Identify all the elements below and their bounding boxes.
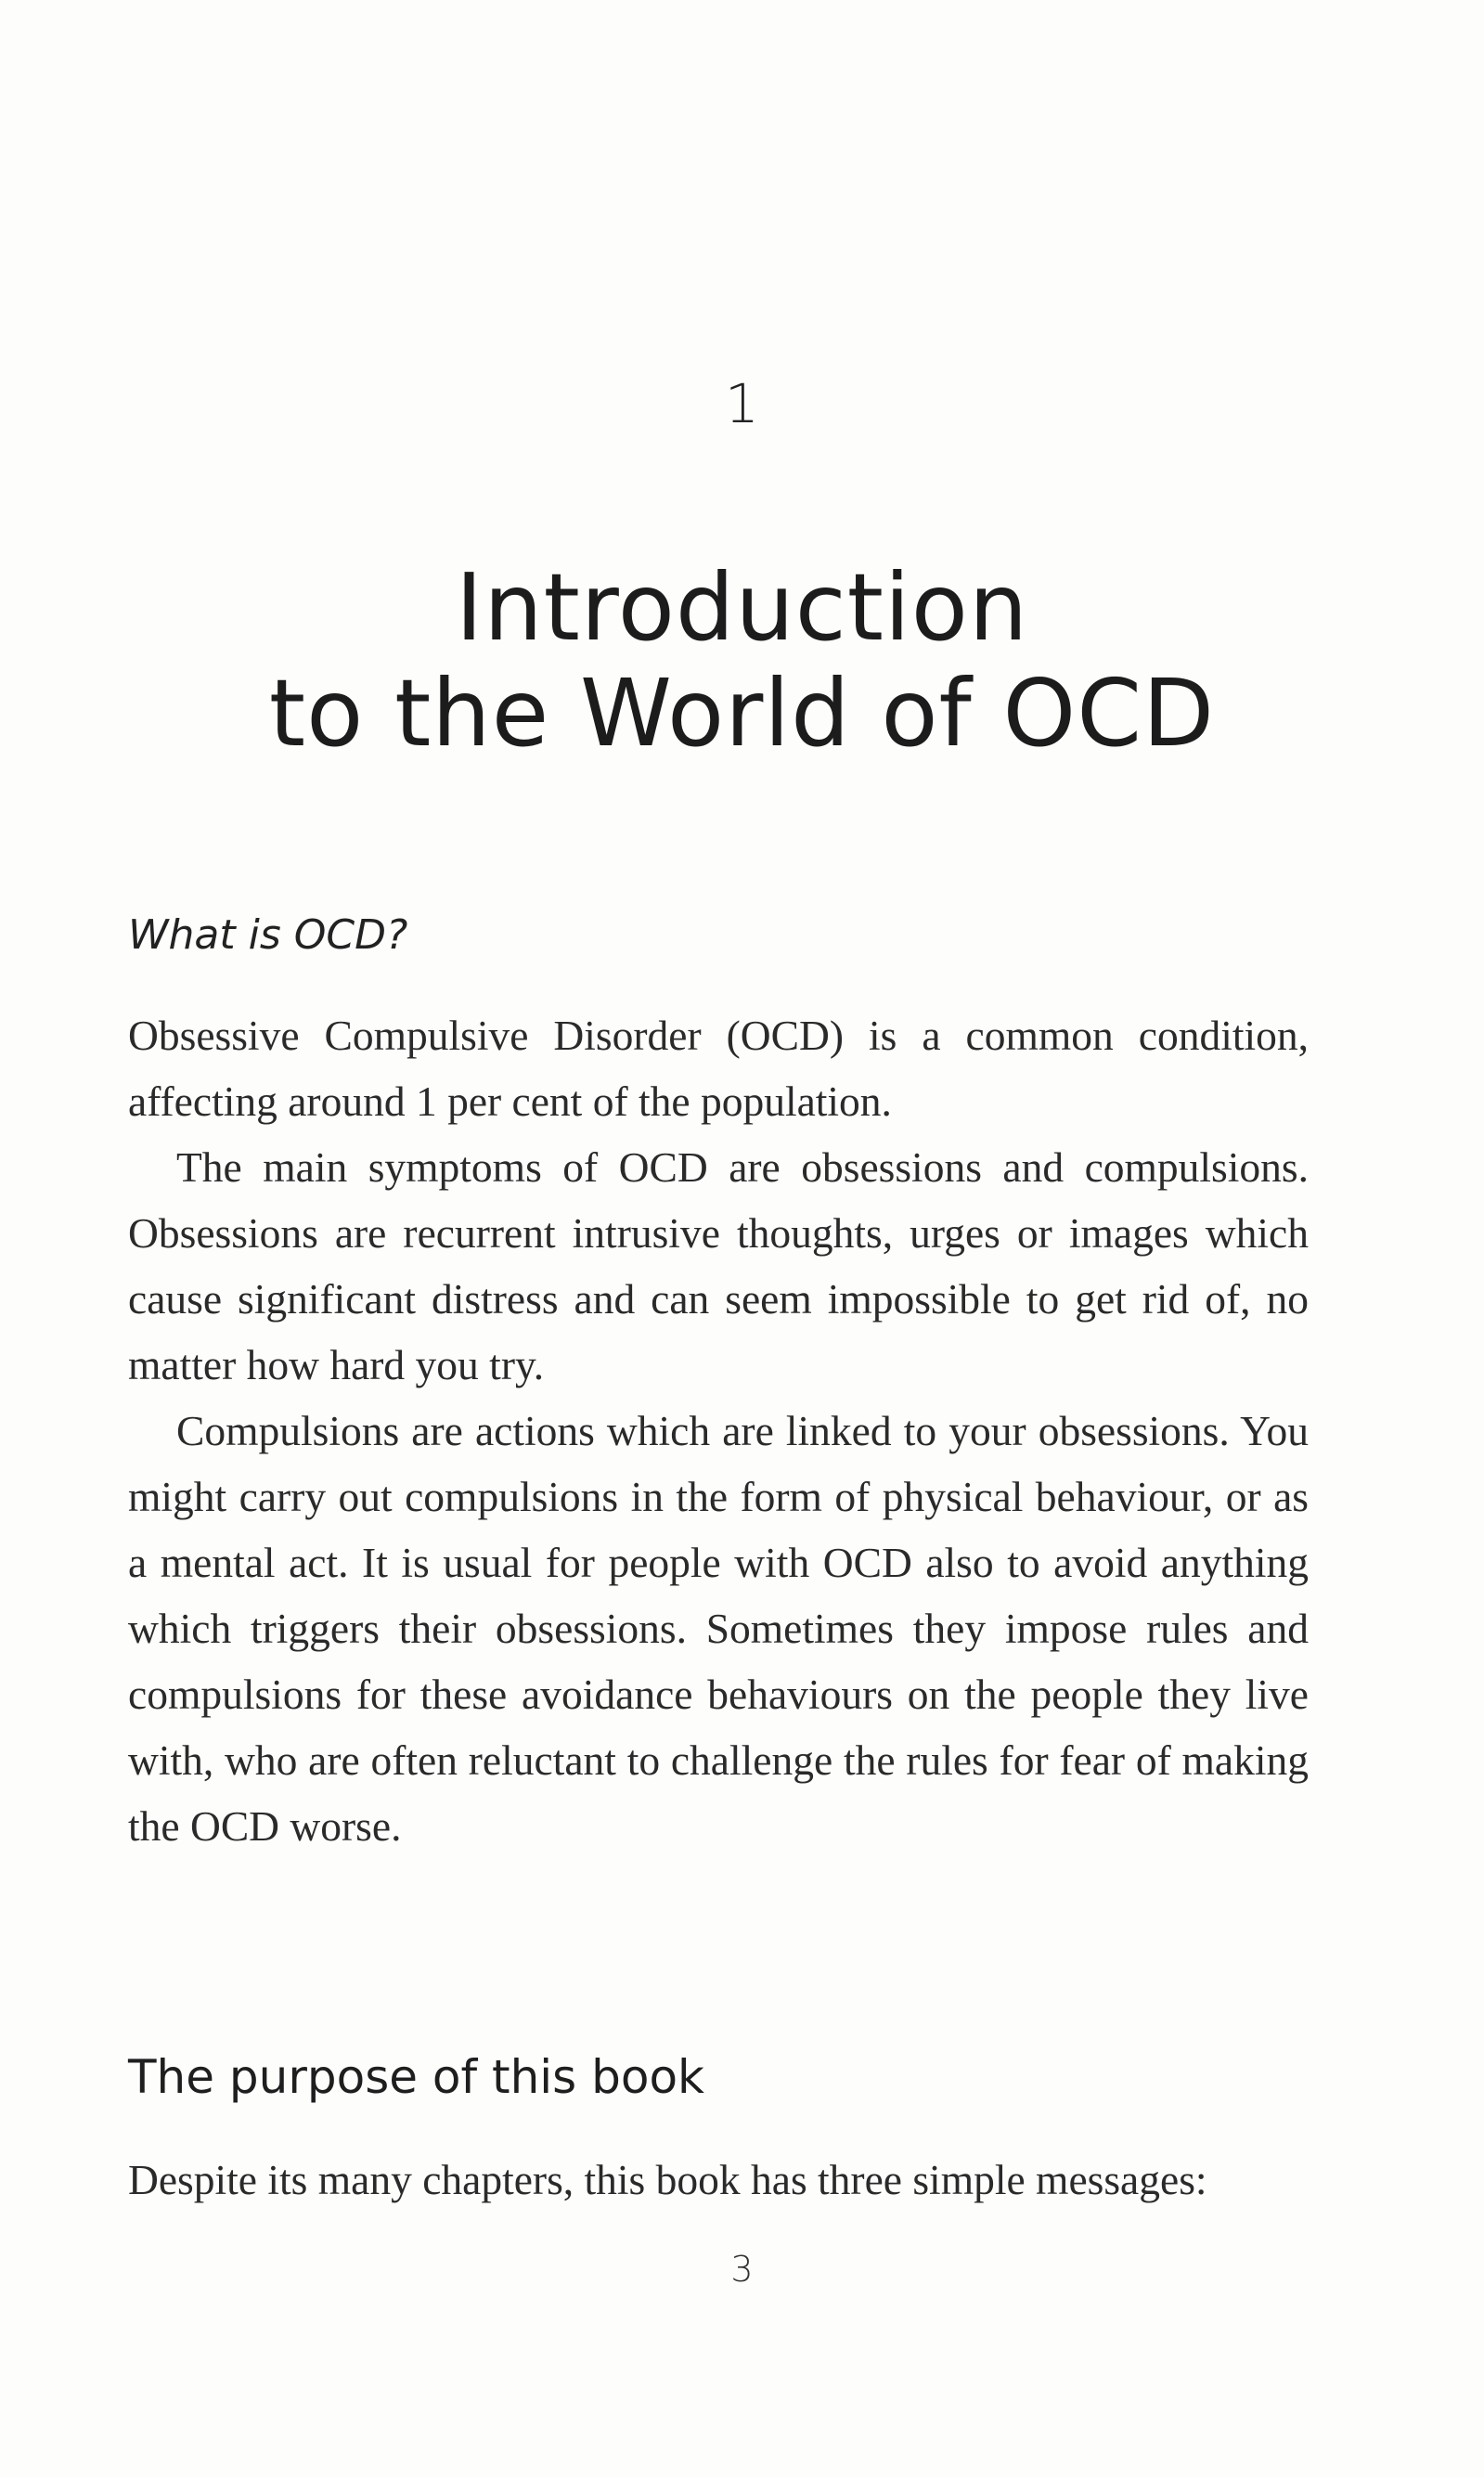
section-heading-purpose: The purpose of this book <box>128 2050 704 2104</box>
section-heading-what-is-ocd: What is OCD? <box>128 911 408 959</box>
section-body-purpose <box>128 2147 1309 2213</box>
section-body-what-is-ocd <box>128 1002 1309 1859</box>
chapter-title-line-2: to the World of OCD <box>268 659 1216 768</box>
paragraph: Despite its many chapters, this book has three simple messages: <box>128 2156 1207 2203</box>
paragraph: Compulsions are actions which are linked to your obsessions. You might carry out compulsions in the form of physical behaviour, or as a mental act. It is usual for people with OCD also to avoid anything which triggers their obsessions. Sometimes they impose rules and compulsions for these avoidance behaviours on the people they live with, who are often reluctant to challenge the rules for fear of making the OCD worse. <box>128 1407 1309 1850</box>
page-number: 3 <box>730 2249 754 2290</box>
chapter-title-line-1: Introduction <box>455 553 1029 662</box>
paragraph: Obsessive Compulsive Disorder (OCD) is a common condition, affecting around 1 per cent of the population. <box>128 1012 1309 1125</box>
paragraph: The main symptoms of OCD are obsessions and compulsions. Obsessions are recurrent intrusive thoughts, urges or images which cause significant distress and can seem impossible to get rid of, no matter how hard you try. <box>128 1143 1309 1388</box>
chapter-title <box>0 555 1484 767</box>
chapter-number: 1 <box>725 372 759 435</box>
